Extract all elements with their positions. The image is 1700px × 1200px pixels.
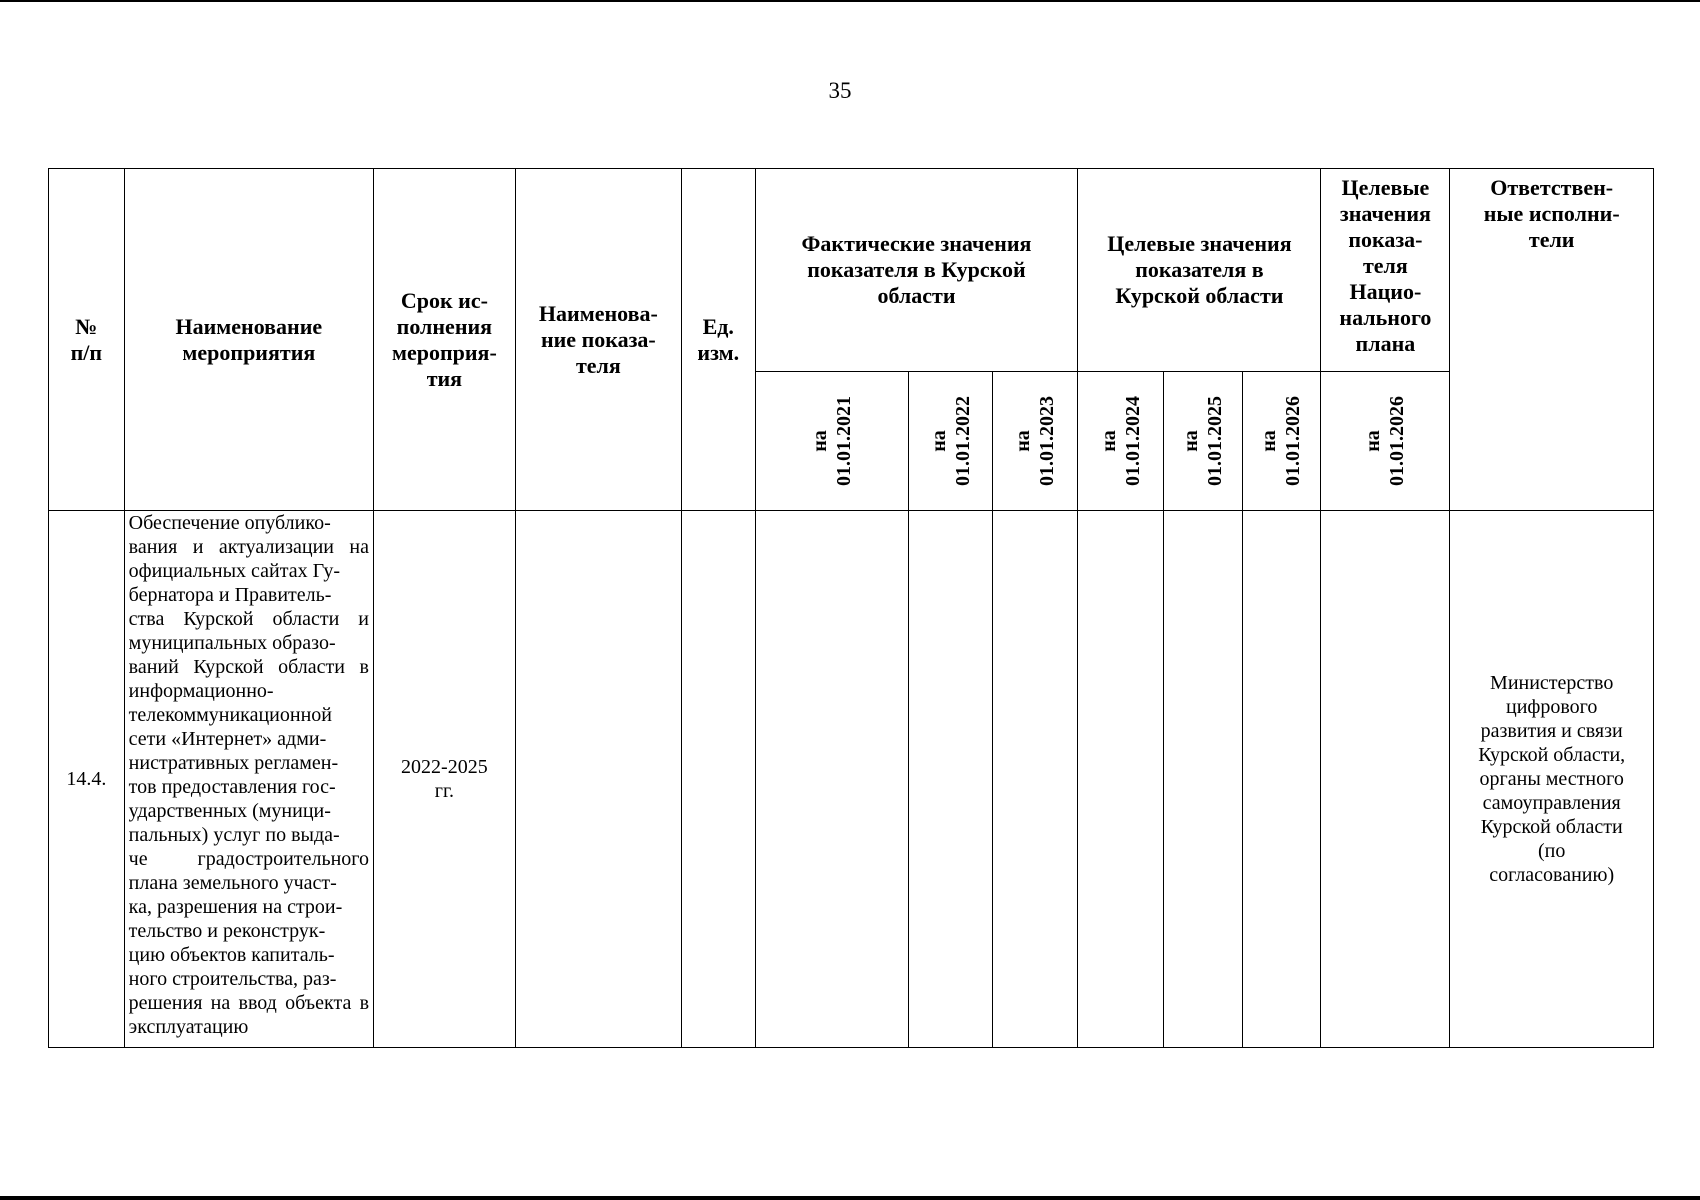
row-unit — [681, 511, 755, 1048]
row-target-2026 — [1242, 511, 1321, 1048]
row-target-2024 — [1078, 511, 1163, 1048]
date-label: на 01.01.2026 — [1362, 396, 1409, 486]
row-value-2021 — [755, 511, 908, 1048]
row-value-2023 — [993, 511, 1078, 1048]
page-top-border — [0, 0, 1700, 2]
header-indicator-name: Наименова- ние показа- теля — [515, 169, 681, 511]
date-label: на 01.01.2026 — [1258, 396, 1305, 486]
row-responsible: Министерство цифрового развития и связи Курской области, органы местного самоуправления Курской области (по согласованию) — [1450, 511, 1654, 1048]
header-num: № п/п — [49, 169, 125, 511]
header-responsible: Ответствен- ные исполни- тели — [1450, 169, 1654, 511]
row-target-2025 — [1163, 511, 1242, 1048]
date-label: на 01.01.2024 — [1097, 396, 1144, 486]
date-label: на 01.01.2023 — [1012, 396, 1059, 486]
row-event-name: Обеспечение опублико- вания и актуализации на официальных сайтах Гу- бернатора и Правитель- ства Курской области и муниципальных образо- ваний Курской области в информационно- телекоммуникационной сети «Интернет» адми- нистративных регламен- тов предоставления гос- ударственных (муници- пальных) услуг по выда- че градостроительного плана земельного участ- ка, разрешения на строи- тельство и реконструк- цию объектов капиталь- ного строительства, раз- решения на ввод объекта в эксплуатацию — [124, 511, 373, 1048]
header-row — [49, 169, 1654, 372]
date-label: на 01.01.2021 — [808, 396, 855, 486]
page-bottom-border — [0, 1196, 1700, 1200]
page-number: 35 — [828, 78, 852, 103]
header-event-name: Наименование мероприятия — [124, 169, 373, 511]
header-unit: Ед. изм. — [681, 169, 755, 511]
indicators-table — [48, 168, 1654, 1048]
row-term: 2022-2025 гг. — [374, 511, 516, 1048]
header-date-2023 — [993, 372, 1078, 511]
row-indicator-name — [515, 511, 681, 1048]
header-date-2022 — [908, 372, 992, 511]
row-num: 14.4. — [49, 511, 125, 1048]
date-label: на 01.01.2022 — [927, 396, 974, 486]
row-value-2022 — [908, 511, 992, 1048]
header-national-target: Целевые значения показа- теля Нацио- нального плана — [1321, 169, 1450, 372]
header-target-values: Целевые значения показателя в Курской области — [1078, 169, 1321, 372]
header-date-2021 — [755, 372, 908, 511]
header-date-2024 — [1078, 372, 1163, 511]
header-date-2026 — [1242, 372, 1321, 511]
header-date-2025 — [1163, 372, 1242, 511]
header-national-date-2026 — [1321, 372, 1450, 511]
date-label: на 01.01.2025 — [1179, 396, 1226, 486]
header-term: Срок ис- полнения мероприя- тия — [374, 169, 516, 511]
header-actual-values: Фактические значения показателя в Курской области — [755, 169, 1078, 372]
row-national-target-2026 — [1321, 511, 1450, 1048]
table-row — [49, 511, 1654, 1048]
